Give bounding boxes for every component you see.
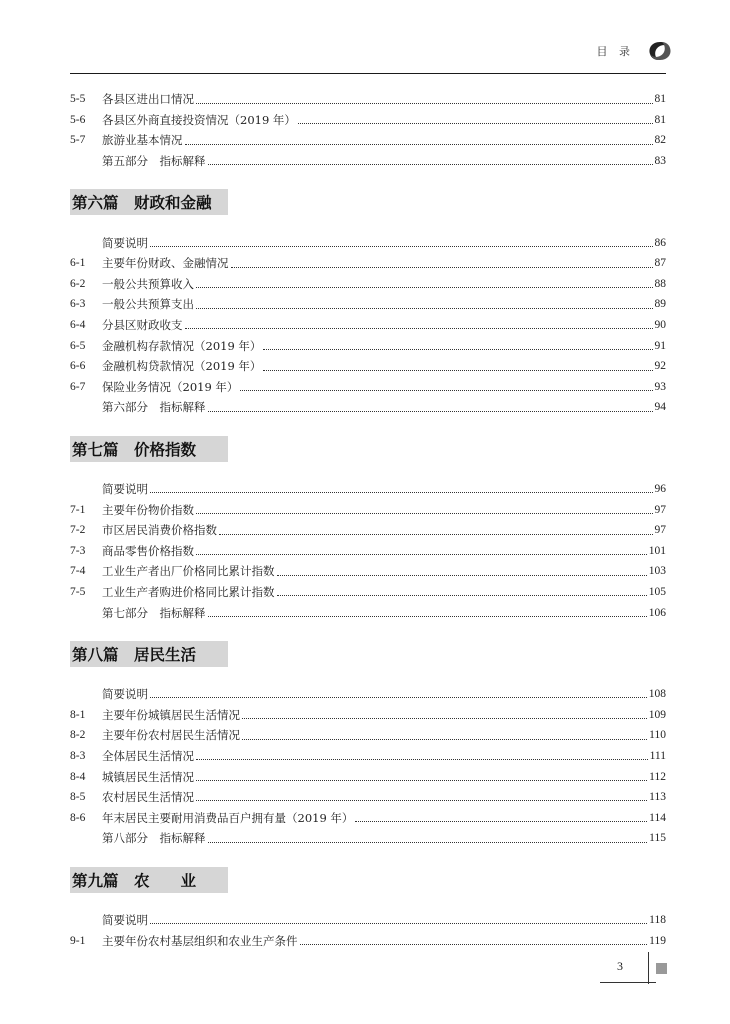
dot-leader: [150, 697, 647, 698]
entry-page: 86: [654, 236, 666, 249]
entry-title: 主要年份农村基层组织和农业生产条件: [102, 933, 298, 948]
dot-leader: [208, 164, 653, 165]
entry-number: 5-7: [70, 134, 86, 147]
dot-leader: [277, 575, 647, 576]
dot-leader: [196, 800, 647, 801]
entry-title: 各县区外商直接投资情况（2019 年）: [102, 112, 296, 127]
entry-page: 91: [654, 339, 666, 352]
entry-page: 89: [654, 298, 666, 311]
entry-page: 81: [654, 93, 666, 106]
dot-leader: [242, 718, 647, 719]
entry-page: 92: [654, 360, 666, 373]
entry-page: 111: [649, 749, 666, 762]
entry-title: 主要年份农村居民生活情况: [102, 728, 240, 743]
entry-number: 7-1: [70, 503, 86, 516]
dot-leader: [185, 144, 653, 145]
footer-square-icon: [656, 963, 667, 974]
dot-leader: [240, 390, 652, 391]
dot-leader: [208, 411, 653, 412]
entry-title: 年末居民主要耐用消费品百户拥有量（2019 年）: [102, 810, 354, 825]
entry-title: 金融机构贷款情况（2019 年）: [102, 359, 262, 374]
entry-title: 主要年份财政、金融情况: [102, 256, 229, 271]
entry-page: 82: [654, 134, 666, 147]
entry-title: 全体居民生活情况: [102, 748, 194, 763]
toc-entry[interactable]: [70, 315, 666, 336]
toc-entry[interactable]: [70, 807, 666, 828]
toc-entry[interactable]: [70, 89, 666, 110]
dot-leader: [196, 103, 653, 104]
toc-entry[interactable]: [70, 828, 666, 849]
entry-page: 81: [654, 113, 666, 126]
entry-number: 6-3: [70, 298, 86, 311]
entry-title: 第六部分 指标解释: [102, 400, 206, 415]
dot-leader: [196, 554, 647, 555]
page-header: [597, 40, 675, 62]
page-number: 3: [617, 959, 623, 973]
toc-entry[interactable]: [70, 582, 666, 603]
footer-divider: [600, 982, 656, 983]
dot-leader: [196, 308, 653, 309]
toc-entry[interactable]: [70, 602, 666, 623]
entry-title: 农村居民生活情况: [102, 790, 194, 805]
entry-page: 119: [649, 934, 666, 947]
entry-title: 市区居民消费价格指数: [102, 523, 217, 538]
entry-number: 8-6: [70, 811, 86, 824]
toc-entry[interactable]: [70, 397, 666, 418]
dot-leader: [219, 534, 653, 535]
toc-entry[interactable]: [70, 356, 666, 377]
dot-leader: [150, 492, 653, 493]
toc-entry[interactable]: [70, 684, 666, 705]
entry-number: 6-4: [70, 319, 86, 332]
dot-leader: [277, 595, 647, 596]
entry-page: 105: [648, 585, 666, 598]
dot-leader: [263, 349, 652, 350]
dot-leader: [242, 739, 647, 740]
entry-page: 106: [648, 606, 666, 619]
toc-entry[interactable]: [70, 294, 666, 315]
dot-leader: [355, 821, 647, 822]
entry-page: 115: [649, 832, 666, 845]
dot-leader: [196, 287, 653, 288]
toc-entry[interactable]: [70, 561, 666, 582]
entry-number: 5-5: [70, 93, 86, 106]
dot-leader: [150, 923, 647, 924]
entry-page: 83: [654, 155, 666, 168]
entry-number: 6-1: [70, 257, 86, 270]
entry-title: 主要年份物价指数: [102, 502, 194, 517]
toc-entry[interactable]: [70, 151, 666, 172]
toc-entry[interactable]: [70, 232, 666, 253]
entry-page: 94: [654, 401, 666, 414]
entry-number: 8-3: [70, 749, 86, 762]
entry-title: 商品零售价格指数: [102, 543, 194, 558]
toc-entry[interactable]: [70, 130, 666, 151]
toc-entry[interactable]: [70, 746, 666, 767]
entry-number: 8-1: [70, 708, 86, 721]
toc-entry[interactable]: [70, 910, 666, 931]
toc-entry[interactable]: [70, 766, 666, 787]
entry-page: 103: [648, 565, 666, 578]
dot-leader: [263, 370, 652, 371]
toc-entry[interactable]: [70, 377, 666, 398]
entry-page: 109: [648, 708, 666, 721]
entry-number: 5-6: [70, 113, 86, 126]
section-heading: 第九篇 农 业: [70, 867, 228, 893]
entry-title: 分县区财政收支: [102, 318, 183, 333]
header-title: 目 录: [596, 45, 634, 58]
toc-entry[interactable]: [70, 787, 666, 808]
entry-page: 93: [654, 380, 666, 393]
entry-title: 工业生产者出厂价格同比累计指数: [102, 564, 275, 579]
entry-number: 8-4: [70, 770, 86, 783]
entry-page: 114: [649, 811, 666, 824]
entry-title: 保险业务情况（2019 年）: [102, 379, 239, 394]
entry-number: 6-6: [70, 360, 86, 373]
entry-title: 一般公共预算支出: [102, 297, 194, 312]
entry-page: 97: [654, 524, 666, 537]
entry-title: 各县区进出口情况: [102, 92, 194, 107]
dot-leader: [298, 123, 653, 124]
header-divider: [70, 73, 666, 74]
toc-entry[interactable]: [70, 541, 666, 562]
entry-number: 6-5: [70, 339, 86, 352]
dot-leader: [196, 759, 648, 760]
entry-title: 主要年份城镇居民生活情况: [102, 707, 240, 722]
entry-title: 工业生产者购进价格同比累计指数: [102, 584, 275, 599]
toc-entry[interactable]: [70, 499, 666, 520]
entry-number: 7-3: [70, 544, 86, 557]
entry-title: 第八部分 指标解释: [102, 831, 206, 846]
entry-number: 6-2: [70, 277, 86, 290]
entry-page: 112: [649, 770, 666, 783]
dot-leader: [208, 842, 648, 843]
section-heading: 第七篇 价格指数: [70, 436, 228, 462]
table-of-contents: [70, 89, 666, 951]
entry-number: 7-2: [70, 524, 86, 537]
footer-divider-vertical: [648, 952, 649, 984]
section-heading: 第六篇 财政和金融: [70, 189, 228, 215]
dot-leader: [196, 513, 653, 514]
toc-entry[interactable]: [70, 520, 666, 541]
entry-title: 第五部分 指标解释: [102, 154, 206, 169]
entry-title: 金融机构存款情况（2019 年）: [102, 338, 262, 353]
dot-leader: [231, 267, 653, 268]
entry-page: 97: [654, 503, 666, 516]
toc-entry[interactable]: [70, 253, 666, 274]
section-heading: 第八篇 居民生活: [70, 641, 228, 667]
entry-page: 101: [648, 544, 666, 557]
dot-leader: [208, 616, 647, 617]
entry-title: 简要说明: [102, 687, 148, 702]
dot-leader: [196, 780, 647, 781]
entry-title: 简要说明: [102, 912, 148, 927]
entry-page: 108: [648, 688, 666, 701]
toc-entry[interactable]: [70, 110, 666, 131]
dot-leader: [150, 246, 653, 247]
entry-title: 简要说明: [102, 235, 148, 250]
entry-page: 87: [654, 257, 666, 270]
entry-page: 118: [649, 913, 666, 926]
entry-number: 9-1: [70, 934, 86, 947]
entry-page: 110: [649, 729, 666, 742]
entry-page: 90: [654, 319, 666, 332]
entry-number: 7-4: [70, 565, 86, 578]
entry-number: 6-7: [70, 380, 86, 393]
entry-page: 113: [649, 791, 666, 804]
entry-number: 8-5: [70, 791, 86, 804]
entry-title: 旅游业基本情况: [102, 133, 183, 148]
toc-entry[interactable]: [70, 335, 666, 356]
entry-title: 第七部分 指标解释: [102, 605, 206, 620]
entry-page: 88: [654, 277, 666, 290]
toc-entry[interactable]: [70, 930, 666, 951]
entry-page: 96: [654, 483, 666, 496]
toc-entry[interactable]: [70, 725, 666, 746]
logo-icon: [646, 40, 674, 62]
entry-number: 8-2: [70, 729, 86, 742]
entry-title: 城镇居民生活情况: [102, 769, 194, 784]
entry-number: 7-5: [70, 585, 86, 598]
entry-title: 一般公共预算收入: [102, 276, 194, 291]
entry-title: 简要说明: [102, 482, 148, 497]
toc-entry[interactable]: [70, 479, 666, 500]
toc-entry[interactable]: [70, 704, 666, 725]
dot-leader: [300, 944, 648, 945]
dot-leader: [185, 328, 653, 329]
toc-entry[interactable]: [70, 274, 666, 295]
